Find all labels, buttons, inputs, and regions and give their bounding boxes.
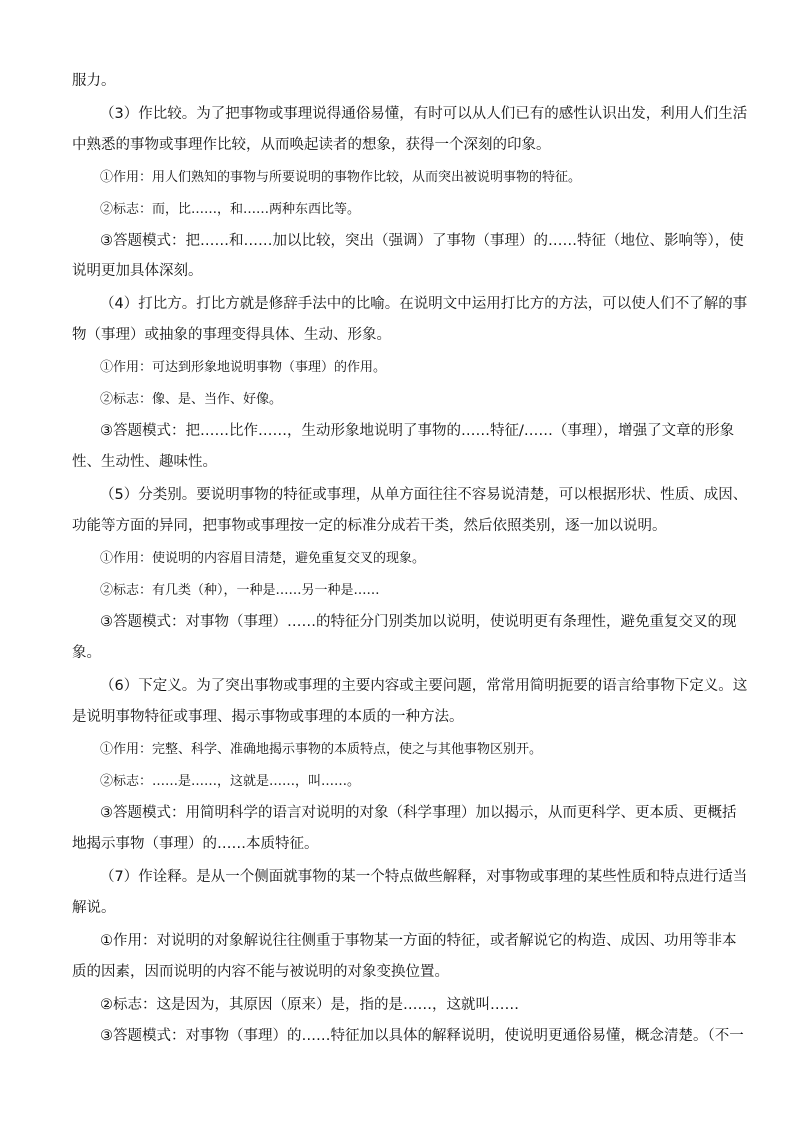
list-item-answer-pattern: ③答题模式：把……和……加以比较，突出（强调）了事物（事理）的……特征（地位、影响等），使 xyxy=(100,233,744,249)
section-heading-analogy: （4）打比方。打比方就是修辞手法中的比喻。在说明文中运用打比方的方法，可以使人们不了解的事 xyxy=(100,296,748,312)
paragraph-line: 物（事理）或抽象的事理变得具体、生动、形象。 xyxy=(72,327,391,343)
paragraph-line: 说明更加具体深刻。 xyxy=(72,263,203,279)
list-item-answer-pattern: ③答题模式：用简明科学的语言对说明的对象（科学事理）加以揭示，从而更科学、更本质、更概括 xyxy=(100,805,737,821)
section-heading-definition: （6）下定义。为了突出事物或事理的主要内容或主要问题，常常用简明扼要的语言给事物下定义。这 xyxy=(100,678,748,694)
list-item-function: ①作用：可达到形象地说明事物（事理）的作用。 xyxy=(100,360,387,375)
list-item-function: ①作用：使说明的内容眉目清楚，避免重复交叉的现象。 xyxy=(100,551,426,566)
paragraph-line: 解说。 xyxy=(72,900,116,916)
list-item-marker: ②标志：有几类（种），一种是……另一种是…… xyxy=(100,583,380,598)
section-heading-classification: （5）分类别。要说明事物的特征或事理，从单方面往往不容易说清楚，可以根据形状、性质、成因、 xyxy=(100,487,748,503)
paragraph-line: 功能等方面的异同，把事物或事理按一定的标准分成若干类，然后依照类别，逐一加以说明。 xyxy=(72,518,667,534)
paragraph-line: 中熟悉的事物或事理作比较，从而唤起读者的想象，获得一个深刻的印象。 xyxy=(72,137,551,153)
list-item-answer-pattern: ③答题模式：对事物（事理）……的特征分门别类加以说明，使说明更有条理性，避免重复交叉的现 xyxy=(100,614,737,630)
section-heading-comparison: （3）作比较。为了把事物或事理说得通俗易懂，有时可以从人们已有的感性认识出发，利用人们生活 xyxy=(100,106,748,122)
list-item-function: ①作用：用人们熟知的事物与所要说明的事物作比较，从而突出被说明事物的特征。 xyxy=(100,170,582,185)
paragraph-line: 性、生动性、趣味性。 xyxy=(72,454,217,470)
section-heading-interpretation: （7）作诠释。是从一个侧面就事物的某一个特点做些解释，对事物或事理的某些性质和特点进行适当 xyxy=(100,869,748,885)
list-item-function: ①作用：对说明的对象解说往往侧重于事物某一方面的特征，或者解说它的构造、成因、功用等非本 xyxy=(100,933,737,949)
list-item-answer-pattern: ③答题模式：对事物（事理）的……特征加以具体的解释说明，使说明更通俗易懂，概念清楚。（不一 xyxy=(100,1028,744,1044)
list-item-answer-pattern: ③答题模式：把……比作……，生动形象地说明了事物的……特征/……（事理），增强了文章的形象 xyxy=(100,423,735,439)
list-item-marker: ②标志：……是……，这就是……，叫……。 xyxy=(100,774,361,789)
list-item-marker: ②标志：而，比……，和……两种东西比等。 xyxy=(100,202,361,217)
paragraph-line: 象。 xyxy=(72,645,101,661)
list-item-function: ①作用：完整、科学、准确地揭示事物的本质特点，使之与其他事物区别开。 xyxy=(100,742,543,757)
list-item-marker: ②标志：像、是、当作、好像。 xyxy=(100,392,283,407)
paragraph-line: 质的因素，因而说明的内容不能与被说明的对象变换位置。 xyxy=(72,964,449,980)
paragraph-line: 是说明事物特征或事理、揭示事物或事理的本质的一种方法。 xyxy=(72,709,464,725)
paragraph-continuation: 服力。 xyxy=(72,73,116,89)
list-item-marker: ②标志：这是因为，其原因（原来）是，指的是……，这就叫…… xyxy=(100,997,519,1013)
paragraph-line: 地揭示事物（事理）的……本质特征。 xyxy=(72,836,319,852)
